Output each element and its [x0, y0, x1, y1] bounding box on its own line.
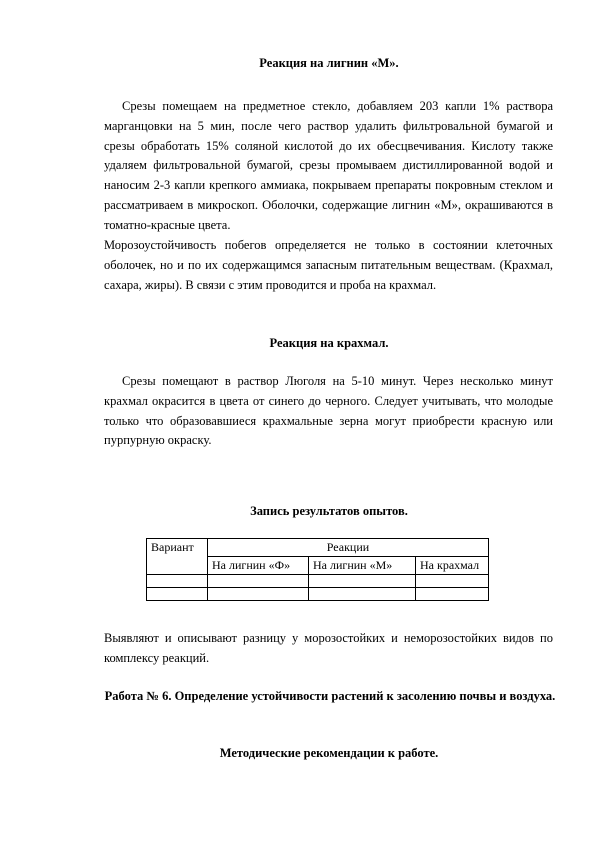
table-header-row [147, 539, 489, 557]
heading-methodical-recommendations: Методические рекомендации к работе. [219, 746, 439, 760]
table-cell [147, 575, 208, 588]
paragraph-text: Срезы помещают в раствор Люголя на 5-10 минут. Через несколько минут крахмал окрасится в цвета от синего до черного. Следует учитывать, что молодые только что образовавшиеся крахмальные зерна могут приобрести красную или пурпурную окраску. [104, 374, 553, 448]
table-cell [208, 575, 309, 588]
subheader-starch: На крахмал [416, 557, 489, 575]
heading-lignin-reaction: Реакция на лигнин «М». [259, 56, 399, 70]
heading-results-record: Запись результатов опытов. [250, 504, 408, 518]
paragraph-text: Срезы помещаем на предметное стекло, добавляем 203 капли 1% раствора марганцовки на 5 мин, после чего раствор удалить фильтровальной бумагой и срезы обработать 15% соляной кислотой до их обесцвечивания. Кислоту также удаляем фильтровальной бумагой, срезы промываем дистиллированной водой и наносим 2-3 капли крепкого аммиака, покрываем препараты покровным стеклом и рассматриваем в микроскоп. Оболочки, содержащие лигнин «М», окрашиваются в томатно-красные цвета. [104, 99, 553, 232]
subheader-lignin-m: На лигнин «М» [309, 557, 416, 575]
table-row [147, 575, 489, 588]
paragraph-starch-procedure [104, 372, 553, 451]
subheader-lignin-f: На лигнин «Ф» [208, 557, 309, 575]
paragraph-lignin-procedure [104, 97, 553, 236]
table-row [147, 588, 489, 601]
table-cell [208, 588, 309, 601]
header-variant: Вариант [147, 539, 208, 575]
heading-starch-reaction: Реакция на крахмал. [269, 336, 389, 350]
table-cell [147, 588, 208, 601]
paragraph-frost-resistance: Морозоустойчивость побегов определяется не только в состоянии клеточных оболочек, но и по их содержащимся запасным питательным веществам. (Крахмал, сахара, жиры). В связи с этим проводится и проба на крахмал. [104, 238, 553, 292]
paragraph-comparison: Выявляют и описывают разницу у морозостойких и неморозостойких видов по комплексу реакций. [104, 631, 553, 665]
heading-work-6: Работа № 6. Определение устойчивости растений к засолению почвы и воздуха. [104, 689, 556, 703]
header-reactions: Реакции [208, 539, 489, 557]
results-table [146, 538, 489, 601]
table-cell [309, 575, 416, 588]
table-cell [416, 575, 489, 588]
table-cell [416, 588, 489, 601]
table-cell [309, 588, 416, 601]
